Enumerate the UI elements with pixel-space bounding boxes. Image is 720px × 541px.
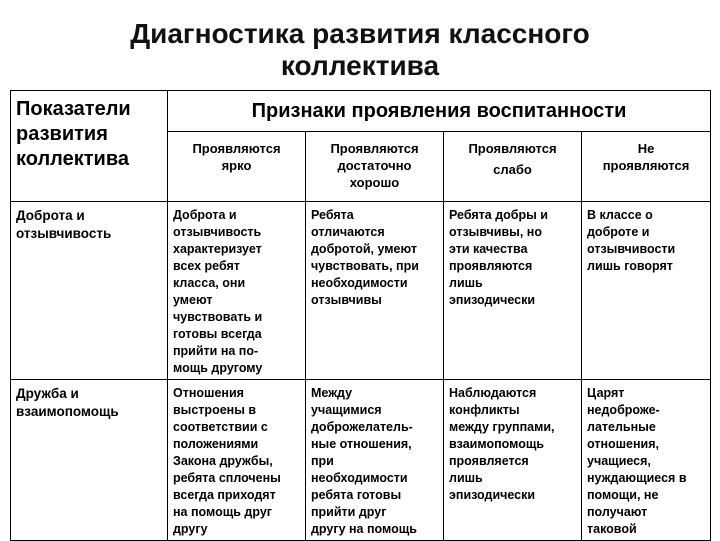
cell-line: доброте и [587,225,650,239]
row-label-line: взаимопомощь [16,404,119,419]
cell-line: Закона дружбы, [173,454,273,468]
cell-line: учащиеся, [587,454,651,468]
cell-line: помощи, не [587,488,659,502]
cell-line: другу [173,522,208,536]
cell-line: эпизодически [449,293,536,307]
title-line-2: коллектива [280,50,440,81]
table-cell [168,202,306,380]
table-cell [582,380,711,541]
title-line-1: Диагностика развития классного [130,18,590,49]
cell-line: эпизодически [449,488,536,502]
page-title [0,18,720,82]
cell-line: лишь говорят [587,259,673,273]
cell-line: добротой, умеют [311,242,417,256]
table-cell [444,380,582,541]
cell-line: Отношения [173,386,244,400]
cell-line: лишь [449,471,483,485]
cell-line: проявляются [449,259,533,273]
cell-line: взаимопомощь [449,437,545,451]
cell-line: характеризует [173,242,262,256]
cell-line: умеют [173,293,213,307]
cell-line: В классе о [587,208,653,222]
cell-line: ребята готовы [311,488,402,502]
cell-line: на помощь друг [173,505,272,519]
cell-line: необходимости [311,471,408,485]
subheader-cell [168,132,306,202]
subheader-line: Проявляются [330,141,419,156]
subheader-cell [306,132,444,202]
cell-line: таковой [587,522,637,536]
cell-line: мощь другому [173,361,263,375]
table-cell [168,380,306,541]
cell-line: отзывчивы [311,293,382,307]
cell-line: Доброта и [173,208,237,222]
cell-line: недоброже- [587,403,660,417]
cell-line: всех ребят [173,259,240,273]
cell-line: прийти на по- [173,344,259,358]
cell-line: эти качества [449,242,528,256]
cell-line: необходимости [311,276,408,290]
cell-line: другу на помощь [311,522,417,536]
cell-line: доброжелатель- [311,420,413,434]
cell-line: лишь [449,276,483,290]
cell-line: учащимися [311,403,382,417]
row-label-cell [11,380,168,541]
cell-line: получают [587,505,648,519]
subheader-line: проявляются [602,158,690,173]
cell-line: лательные [587,420,656,434]
cell-line: выстроены в [173,403,257,417]
table-row [11,380,711,541]
table-cell [306,202,444,380]
subheader-line: Не [637,141,655,156]
subheader-line: Проявляются [192,141,281,156]
table-cell [444,202,582,380]
subheader-line: ярко [221,158,252,173]
cell-line: всегда приходят [173,488,276,502]
cell-line: Царят [587,386,625,400]
subheader-line: Проявляются [468,141,557,156]
subheader-line: слабо [493,162,532,177]
subheader-cell [444,132,582,202]
row-label-line: Доброта и [16,208,85,223]
cell-line: положениями [173,437,259,451]
corner-header-line: развития [16,123,108,145]
table-header-row [11,91,711,132]
cell-line: между группами, [449,420,555,434]
row-label-line: Дружба и [16,386,79,401]
cell-line: при [311,454,334,468]
subheader-line: достаточно [337,158,412,173]
subheader-cell [582,132,711,202]
cell-line: чувствовать, при [311,259,419,273]
subheader-line: хорошо [349,175,400,190]
cell-line: отличаются [311,225,385,239]
cell-line: отзывчивость [173,225,262,239]
cell-line: отношения, [587,437,660,451]
table-row [11,202,711,380]
cell-line: соответствии с [173,420,268,434]
table-cell [306,380,444,541]
row-label-cell [11,202,168,380]
cell-line: класса, они [173,276,246,290]
cell-line: отзывчивости [587,242,676,256]
corner-header-cell [11,91,168,202]
cell-line: проявляется [449,454,529,468]
cell-line: прийти друг [311,505,387,519]
cell-line: конфликты [449,403,520,417]
cell-line: ребята сплочены [173,471,281,485]
table-cell [582,202,711,380]
cell-line: Ребята добры и [449,208,548,222]
corner-header-line: коллектива [16,148,129,170]
diagnostics-table [10,90,711,541]
cell-line: отзывчивы, но [449,225,542,239]
cell-line: Ребята [311,208,354,222]
cell-line: Между [311,386,353,400]
corner-header-line: Показатели [16,98,131,120]
cell-line: ные отношения, [311,437,412,451]
group-header-cell: Признаки проявления воспитанности [168,91,711,132]
cell-line: нуждающиеся в [587,471,687,485]
cell-line: чувствовать и [173,310,263,324]
row-label-line: отзывчивость [16,226,112,241]
cell-line: готовы всегда [173,327,262,341]
cell-line: Наблюдаются [449,386,537,400]
